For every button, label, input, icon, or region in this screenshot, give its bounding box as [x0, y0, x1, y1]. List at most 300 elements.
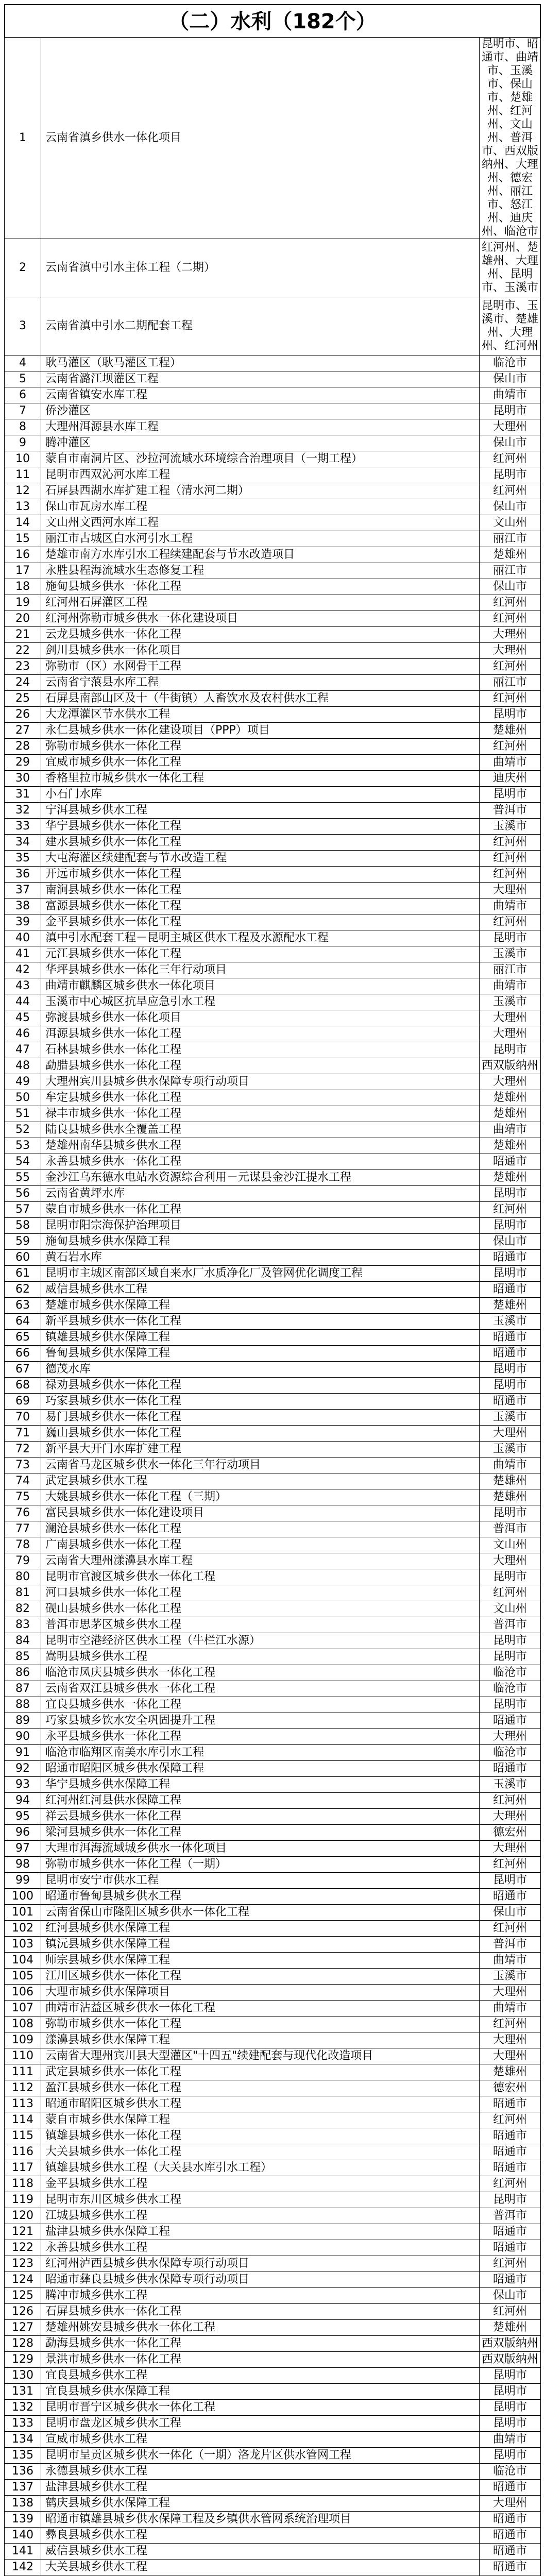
project-name: 曲靖市沾益区城乡供水一体化工程	[41, 2001, 480, 2016]
project-name: 巧家县城乡供水一体化工程	[41, 1394, 480, 1410]
project-region: 昭通市	[480, 1761, 541, 1777]
row-number: 38	[5, 899, 41, 914]
row-number: 135	[5, 2448, 41, 2464]
project-region: 保山市	[480, 579, 541, 595]
project-name: 蒙自市南洞片区、沙拉河流域水环境综合治理项目（一期工程）	[41, 451, 480, 467]
row-number: 124	[5, 2272, 41, 2288]
project-name: 开远市城乡供水一体化工程	[41, 867, 480, 883]
project-name: 云南省滇乡供水一体化项目	[41, 38, 480, 239]
project-name: 云南省宁蒗县水库工程	[41, 675, 480, 691]
project-name: 永善县城乡供水工程	[41, 2240, 480, 2256]
project-name: 红河州泸西县城乡供水保障专项行动项目	[41, 2256, 480, 2272]
row-number: 126	[5, 2304, 41, 2320]
row-number: 63	[5, 1298, 41, 1314]
row-number: 37	[5, 883, 41, 899]
row-number: 6	[5, 387, 41, 403]
project-region: 红河州	[480, 611, 541, 627]
table-row	[5, 1122, 541, 1138]
row-number: 120	[5, 2208, 41, 2224]
project-region: 玉溪市	[480, 1777, 541, 1793]
section-title: （二）水利（182个）	[4, 4, 541, 37]
project-region: 楚雄州	[480, 1106, 541, 1122]
table-row	[5, 2256, 541, 2272]
project-region: 昭通市	[480, 1889, 541, 1905]
project-region: 昆明市	[480, 1218, 541, 1234]
project-name: 盈江县城乡供水一体化工程	[41, 2080, 480, 2096]
table-row	[5, 1106, 541, 1122]
project-name: 丽江市古城区白水河引水工程	[41, 531, 480, 547]
project-region: 红河州	[480, 1202, 541, 1218]
row-number: 52	[5, 1122, 41, 1138]
table-row	[5, 2304, 541, 2320]
project-name: 普洱市思茅区城乡供水工程	[41, 1617, 480, 1633]
table-row	[5, 1282, 541, 1298]
row-number: 88	[5, 1697, 41, 1713]
project-region: 曲靖市	[480, 978, 541, 994]
table-row	[5, 297, 541, 355]
table-row	[5, 2352, 541, 2368]
project-name: 云南省滇中引水二期配套工程	[41, 297, 480, 355]
project-name: 昭通市昭阳区城乡供水工程	[41, 2096, 480, 2112]
project-region: 楚雄州	[480, 1298, 541, 1314]
row-number: 81	[5, 1585, 41, 1601]
row-number: 26	[5, 707, 41, 723]
project-name: 红河州石屏灌区工程	[41, 595, 480, 611]
project-name: 澜沧县城乡供水一体化工程	[41, 1521, 480, 1537]
table-row	[5, 1985, 541, 2001]
project-region: 昆明市	[480, 467, 541, 483]
row-number: 72	[5, 1442, 41, 1458]
row-number: 11	[5, 467, 41, 483]
table-row	[5, 1458, 541, 1473]
project-name: 云南省黄坪水库	[41, 1186, 480, 1202]
table-row	[5, 1889, 541, 1905]
project-name: 盐津县城乡供水保障工程	[41, 2224, 480, 2240]
project-region: 大理州	[480, 883, 541, 899]
project-region: 玉溪市	[480, 819, 541, 835]
table-row	[5, 1761, 541, 1777]
project-region: 楚雄州	[480, 723, 541, 739]
row-number: 30	[5, 771, 41, 787]
table-row	[5, 1505, 541, 1521]
table-row	[5, 451, 541, 467]
row-number: 64	[5, 1314, 41, 1330]
project-name: 腾冲市城乡供水工程	[41, 2288, 480, 2304]
table-row	[5, 563, 541, 579]
row-number: 74	[5, 1473, 41, 1489]
project-region: 保山市	[480, 1905, 541, 1921]
table-row	[5, 2528, 541, 2544]
project-region: 临沧市	[480, 1665, 541, 1681]
table-row	[5, 1953, 541, 1969]
table-row	[5, 2080, 541, 2096]
row-number: 58	[5, 1218, 41, 1234]
row-number: 4	[5, 355, 41, 371]
table-row	[5, 2384, 541, 2400]
table-row	[5, 1042, 541, 1058]
table-row	[5, 659, 541, 675]
table-row	[5, 2016, 541, 2032]
project-name: 昭通市鲁甸县城乡供水工程	[41, 1889, 480, 1905]
project-name: 小石门水库	[41, 787, 480, 803]
table-row	[5, 483, 541, 499]
project-name: 永胜县程海流域水生态修复工程	[41, 563, 480, 579]
project-region: 昆明市	[480, 787, 541, 803]
table-row	[5, 435, 541, 451]
row-number: 1	[5, 38, 41, 239]
project-name: 弥渡县城乡供水一体化项目	[41, 1010, 480, 1026]
project-name: 昆明市盘龙区城乡供水工程	[41, 2416, 480, 2432]
row-number: 22	[5, 643, 41, 659]
project-region: 曲靖市	[480, 1953, 541, 1969]
row-number: 121	[5, 2224, 41, 2240]
project-region: 楚雄州	[480, 1170, 541, 1186]
row-number: 40	[5, 930, 41, 946]
row-number: 87	[5, 1681, 41, 1697]
row-number: 90	[5, 1729, 41, 1745]
table-row	[5, 1074, 541, 1090]
table-row	[5, 1138, 541, 1154]
row-number: 89	[5, 1713, 41, 1729]
project-region: 红河州	[480, 691, 541, 707]
project-region: 昆明市	[480, 403, 541, 419]
table-row	[5, 531, 541, 547]
row-number: 48	[5, 1058, 41, 1074]
row-number: 123	[5, 2256, 41, 2272]
project-name: 大理州洱源县水库工程	[41, 419, 480, 435]
row-number: 73	[5, 1458, 41, 1473]
project-region: 保山市	[480, 2288, 541, 2304]
table-row	[5, 2224, 541, 2240]
project-name: 陆良县城乡供水全覆盖工程	[41, 1122, 480, 1138]
project-name: 鹤庆县城乡供水保障工程	[41, 2496, 480, 2512]
project-region: 红河州	[480, 835, 541, 851]
project-region: 红河州	[480, 1921, 541, 1937]
table-row	[5, 1410, 541, 1426]
row-number: 17	[5, 563, 41, 579]
row-number: 125	[5, 2288, 41, 2304]
table-row	[5, 1378, 541, 1394]
project-name: 昆明市晋宁区城乡供水一体化工程	[41, 2400, 480, 2416]
table-row	[5, 1362, 541, 1378]
table-row	[5, 899, 541, 914]
table-row	[5, 1905, 541, 1921]
project-region: 昆明市、玉溪市、楚雄州、大理州、红河州	[480, 297, 541, 355]
table-row	[5, 627, 541, 643]
project-region: 大理州	[480, 1010, 541, 1026]
project-region: 昭通市	[480, 1713, 541, 1729]
project-region: 大理州	[480, 2032, 541, 2048]
project-name: 红河州弥勒市城乡供水一体化建设项目	[41, 611, 480, 627]
project-name: 云南省马龙区城乡供水一体化三年行动项目	[41, 1458, 480, 1473]
project-region: 丽江市	[480, 675, 541, 691]
table-row	[5, 499, 541, 515]
project-region: 昆明市	[480, 1378, 541, 1394]
table-row	[5, 1729, 541, 1745]
project-name: 巍山县城乡供水一体化工程	[41, 1426, 480, 1442]
project-name: 武定县城乡供水一体化工程	[41, 2064, 480, 2080]
row-number: 61	[5, 1266, 41, 1282]
project-region: 红河州	[480, 851, 541, 867]
project-region: 大理州	[480, 2496, 541, 2512]
row-number: 79	[5, 1553, 41, 1569]
project-name: 宜威市城乡供水一体化工程	[41, 755, 480, 771]
row-number: 16	[5, 547, 41, 563]
table-row	[5, 1921, 541, 1937]
project-region: 曲靖市	[480, 1458, 541, 1473]
project-region: 红河州	[480, 2176, 541, 2192]
project-region: 文山州	[480, 515, 541, 531]
row-number: 82	[5, 1601, 41, 1617]
row-number: 31	[5, 787, 41, 803]
table-row	[5, 946, 541, 962]
table-row	[5, 2112, 541, 2128]
row-number: 23	[5, 659, 41, 675]
table-row	[5, 1186, 541, 1202]
project-region: 临沧市	[480, 1681, 541, 1697]
table-row	[5, 2368, 541, 2384]
table-row	[5, 355, 541, 371]
table-row	[5, 1394, 541, 1410]
project-region: 昭通市	[480, 1250, 541, 1266]
row-number: 24	[5, 675, 41, 691]
project-region: 曲靖市	[480, 387, 541, 403]
row-number: 80	[5, 1569, 41, 1585]
row-number: 132	[5, 2400, 41, 2416]
table-row	[5, 1090, 541, 1106]
project-region: 昆明市	[480, 1697, 541, 1713]
project-region: 玉溪市	[480, 1314, 541, 1330]
table-row	[5, 467, 541, 483]
project-region: 昭通市	[480, 1346, 541, 1362]
project-region: 红河州	[480, 1857, 541, 1873]
project-region: 昭通市	[480, 2240, 541, 2256]
table-row	[5, 1681, 541, 1697]
project-name: 金平县城乡供水工程	[41, 2176, 480, 2192]
project-name: 师宗县城乡供水保障工程	[41, 1953, 480, 1969]
row-number: 69	[5, 1394, 41, 1410]
row-number: 131	[5, 2384, 41, 2400]
project-name: 富民县城乡供水一体化建设项目	[41, 1505, 480, 1521]
project-region: 临沧市	[480, 355, 541, 371]
project-name: 蒙自市城乡供水保障工程	[41, 2112, 480, 2128]
project-region: 丽江市	[480, 563, 541, 579]
project-name: 宜良县城乡供水一体化工程	[41, 1697, 480, 1713]
row-number: 41	[5, 946, 41, 962]
project-name: 武定县城乡供水工程	[41, 1473, 480, 1489]
table-row	[5, 2448, 541, 2464]
row-number: 104	[5, 1953, 41, 1969]
table-row	[5, 2464, 541, 2480]
project-region: 昆明市	[480, 2384, 541, 2400]
project-region: 保山市	[480, 371, 541, 387]
project-name: 昆明市官渡区城乡供水一体化工程	[41, 1569, 480, 1585]
row-number: 136	[5, 2464, 41, 2480]
row-number: 9	[5, 435, 41, 451]
project-name: 易门县城乡供水一体化工程	[41, 1410, 480, 1426]
row-number: 133	[5, 2416, 41, 2432]
project-name: 昆明市主城区南部区域自来水厂水质净化厂及管网优化调度工程	[41, 1266, 480, 1282]
project-name: 大关县城乡供水一体化工程	[41, 2144, 480, 2160]
project-name: 富源县城乡供水一体化工程	[41, 899, 480, 914]
project-name: 新平县大开门水库扩建工程	[41, 1442, 480, 1458]
project-name: 滇中引水配套工程－昆明主城区供水工程及水源配水工程	[41, 930, 480, 946]
project-region: 昭通市	[480, 2128, 541, 2144]
project-name: 漾濞县城乡供水保障工程	[41, 2032, 480, 2048]
table-row	[5, 38, 541, 239]
project-region: 昭通市	[480, 2272, 541, 2288]
project-name: 大理州宾川县城乡供水保障专项行动项目	[41, 1074, 480, 1090]
project-name: 勐海县城乡供水一体化工程	[41, 2336, 480, 2352]
project-region: 昆明市	[480, 1633, 541, 1649]
project-region: 昆明市	[480, 2368, 541, 2384]
project-region: 昆明市	[480, 1362, 541, 1378]
table-row	[5, 2064, 541, 2080]
table-row	[5, 2176, 541, 2192]
project-name: 剑川县城乡供水一体化项目	[41, 643, 480, 659]
project-region: 红河州	[480, 451, 541, 467]
table-row	[5, 1521, 541, 1537]
project-region: 昆明市	[480, 2192, 541, 2208]
row-number: 10	[5, 451, 41, 467]
project-region: 楚雄州	[480, 547, 541, 563]
table-row	[5, 1234, 541, 1250]
project-name: 德茂水库	[41, 1362, 480, 1378]
row-number: 128	[5, 2336, 41, 2352]
project-name: 永善县城乡供水一体化工程	[41, 1154, 480, 1170]
project-region: 昭通市	[480, 2224, 541, 2240]
row-number: 84	[5, 1633, 41, 1649]
row-number: 103	[5, 1937, 41, 1953]
row-number: 33	[5, 819, 41, 835]
project-name: 云南省双江县城乡供水一体化工程	[41, 1681, 480, 1697]
project-name: 云南省潞江坝灌区工程	[41, 371, 480, 387]
project-name: 石屏县西湖水库扩建工程（清水河二期）	[41, 483, 480, 499]
project-name: 楚雄州南华县城乡供水工程	[41, 1138, 480, 1154]
table-row	[5, 1825, 541, 1841]
row-number: 134	[5, 2432, 41, 2448]
project-name: 镇雄县城乡供水保障工程	[41, 1330, 480, 1346]
project-name: 镇沅县城乡供水保障工程	[41, 1937, 480, 1953]
project-name: 楚雄州姚安县城乡供水一体化工程	[41, 2320, 480, 2336]
project-name: 宁洱县城乡供水工程	[41, 803, 480, 819]
project-region: 昆明市	[480, 707, 541, 723]
row-number: 65	[5, 1330, 41, 1346]
row-number: 45	[5, 1010, 41, 1026]
table-row	[5, 387, 541, 403]
project-region: 楚雄州	[480, 2320, 541, 2336]
table-row	[5, 867, 541, 883]
table-row	[5, 2336, 541, 2352]
project-region: 保山市	[480, 1234, 541, 1250]
project-name: 弥勒市城乡供水一体化工程（一期）	[41, 1857, 480, 1873]
row-number: 8	[5, 419, 41, 435]
project-name: 昆明市空港经济区供水工程（牛栏江水源）	[41, 1633, 480, 1649]
project-name: 盐津县城乡供水工程	[41, 2480, 480, 2496]
row-number: 122	[5, 2240, 41, 2256]
project-region: 昆明市	[480, 1873, 541, 1889]
table-row	[5, 978, 541, 994]
table-row	[5, 1713, 541, 1729]
table-row	[5, 2432, 541, 2448]
table-row	[5, 1010, 541, 1026]
project-region: 曲靖市	[480, 899, 541, 914]
project-name: 临沧市临翔区南美水库引水工程	[41, 1745, 480, 1761]
project-region: 玉溪市	[480, 1410, 541, 1426]
row-number: 36	[5, 867, 41, 883]
table-row	[5, 2048, 541, 2064]
table-row	[5, 1777, 541, 1793]
project-name: 梁河县城乡供水一体化工程	[41, 1825, 480, 1841]
project-name: 砚山县城乡供水一体化工程	[41, 1601, 480, 1617]
row-number: 3	[5, 297, 41, 355]
row-number: 93	[5, 1777, 41, 1793]
table-row	[5, 1633, 541, 1649]
table-row	[5, 1489, 541, 1505]
table-row	[5, 579, 541, 595]
project-region: 昆明市	[480, 1505, 541, 1521]
project-name: 新平县城乡供水一体化工程	[41, 1314, 480, 1330]
row-number: 130	[5, 2368, 41, 2384]
row-number: 56	[5, 1186, 41, 1202]
table-row	[5, 803, 541, 819]
project-name: 楚雄市南方水库引水工程续建配套与节水改造项目	[41, 547, 480, 563]
project-region: 红河州	[480, 867, 541, 883]
project-name: 永仁县城乡供水一体化建设项目（PPP）项目	[41, 723, 480, 739]
table-row	[5, 835, 541, 851]
table-row	[5, 2128, 541, 2144]
project-name: 弥勒市城乡供水一体化工程	[41, 2016, 480, 2032]
project-name: 南涧县城乡供水一体化工程	[41, 883, 480, 899]
project-name: 昭通市昭阳区城乡供水保障工程	[41, 1761, 480, 1777]
project-name: 祥云县城乡供水一体化工程	[41, 1809, 480, 1825]
table-row	[5, 1937, 541, 1953]
row-number: 28	[5, 739, 41, 755]
table-row	[5, 515, 541, 531]
project-region: 昭通市	[480, 2144, 541, 2160]
table-row	[5, 1266, 541, 1282]
table-row	[5, 1170, 541, 1186]
project-region: 大理州	[480, 1729, 541, 1745]
project-name: 广南县城乡供水一体化工程	[41, 1537, 480, 1553]
row-number: 137	[5, 2480, 41, 2496]
table-row	[5, 2208, 541, 2224]
table-row	[5, 739, 541, 755]
row-number: 25	[5, 691, 41, 707]
table-row	[5, 1697, 541, 1713]
project-name: 禄丰市城乡供水一体化工程	[41, 1106, 480, 1122]
project-region: 玉溪市	[480, 994, 541, 1010]
table-row	[5, 930, 541, 946]
table-row	[5, 643, 541, 659]
table-row	[5, 2544, 541, 2560]
table-row	[5, 239, 541, 297]
table-row	[5, 1553, 541, 1569]
project-name: 昆明市安宁市供水工程	[41, 1873, 480, 1889]
project-name: 昭通市镇雄县城乡供水保障工程及乡镇供水管网系统治理项目	[41, 2512, 480, 2528]
project-region: 大理州	[480, 419, 541, 435]
row-number: 57	[5, 1202, 41, 1218]
row-number: 96	[5, 1825, 41, 1841]
row-number: 21	[5, 627, 41, 643]
table-row	[5, 595, 541, 611]
project-region: 大理州	[480, 643, 541, 659]
table-row	[5, 755, 541, 771]
row-number: 44	[5, 994, 41, 1010]
table-row	[5, 883, 541, 899]
project-name: 施甸县城乡供水一体化工程	[41, 579, 480, 595]
row-number: 115	[5, 2128, 41, 2144]
